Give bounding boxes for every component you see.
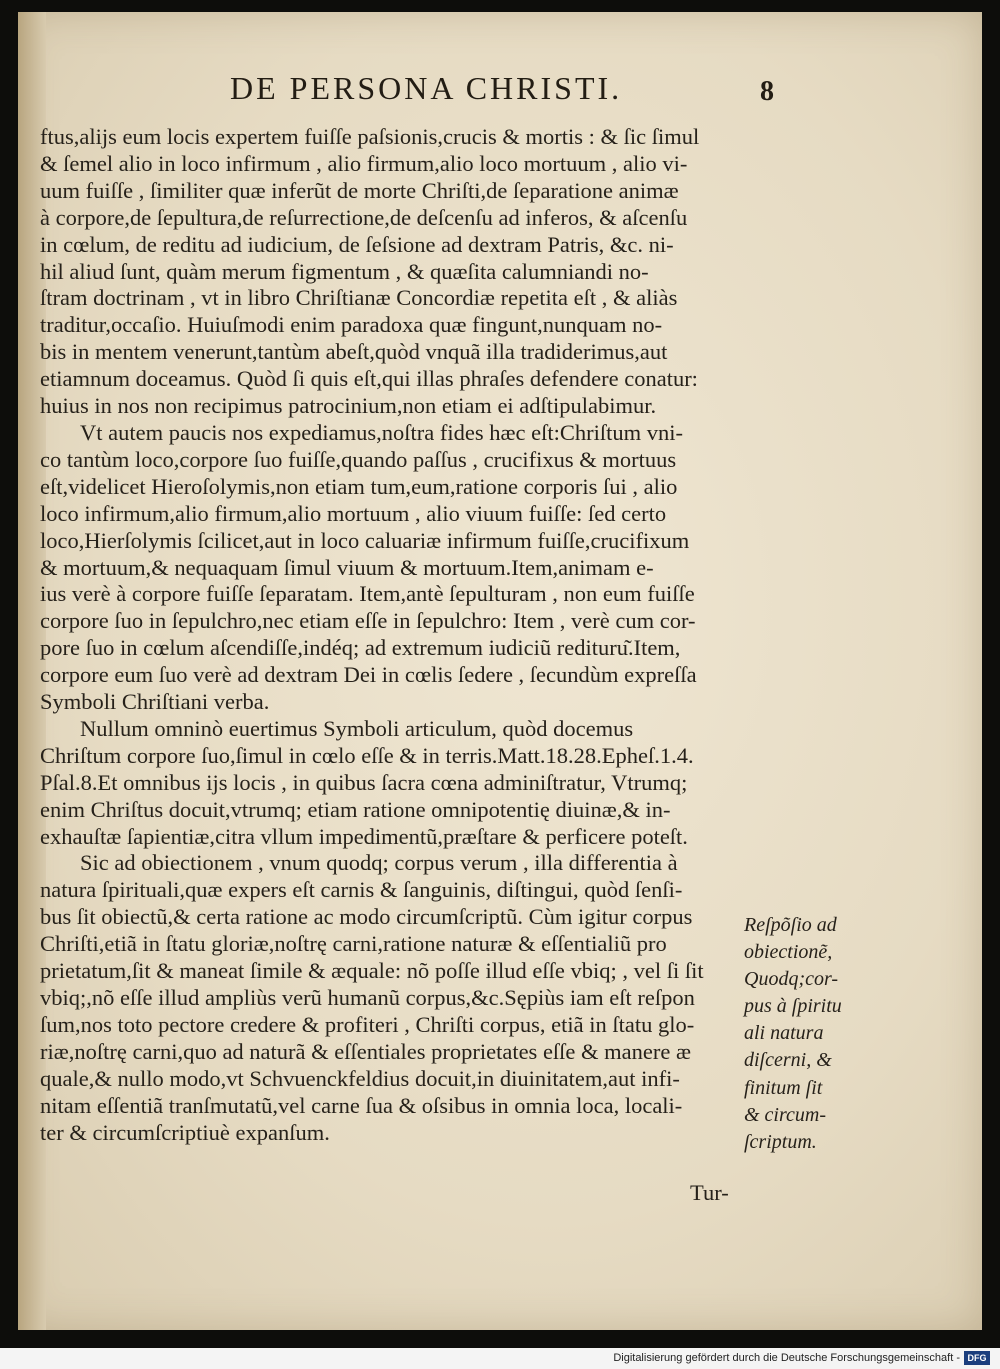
text-line: ius verè à corpore fuiſſe ſeparatam. Item,antè ſepulturam , non eum fuiſſe	[40, 581, 695, 607]
margin-note-line: Quodq;cor-	[744, 968, 839, 991]
text-line: ftus,alijs eum locis expertem fuiſſe paſsionis,crucis & mortis : & ſic ſimul	[40, 124, 700, 149]
text-line: nitam eſſentiã tranſmutatũ,vel carne ſua & oſsibus in omnia loca, locali-	[40, 1092, 683, 1118]
text-line: à corpore,de ſepultura,de reſurrectione,de deſcenſu ad inferos, & aſcenſu	[40, 204, 688, 230]
text-line: natura ſpirituali,quæ expers eſt carnis & ſanguinis, diſtingui, quòd ſenſi-	[40, 877, 683, 903]
text-line: corpore ſuo in ſepulchro,nec etiam eſſe in ſepulchro: Item , verè cum cor-	[40, 608, 696, 634]
running-header: DE PERSONA CHRISTI.	[230, 70, 623, 106]
text-line: traditur,occaſio. Huiuſmodi enim paradoxa quæ fingunt,nunquam no-	[40, 312, 663, 338]
text-line: riæ,noſtrę carni,quo ad naturã & eſſentiales proprietates eſſe & manere æ	[40, 1038, 692, 1064]
text-line: Chriſti,etiã in ſtatu gloriæ,noſtrę carni,ratione naturæ & eſſentialiũ pro	[40, 931, 667, 957]
text-line: & ſemel alio in loco infirmum , alio firmum,alio loco mortuum , alio vi-	[40, 150, 688, 176]
margin-note-line: ſcriptum.	[744, 1130, 817, 1153]
margin-note-line: Reſpõſio ad	[744, 914, 837, 936]
margin-note-line: obiectionẽ,	[744, 941, 833, 964]
body-text	[40, 124, 780, 1146]
text-line: eſt,videlicet Hieroſolymis,non etiam tum,eum,ratione corporis ſui , alio	[40, 473, 678, 499]
text-line: prietatum,ſit & maneat ſimile & æquale: nõ poſſe illud eſſe vbiq; , vel ſi ſit	[40, 958, 704, 984]
text-line: Sic ad obiectionem , vnum quodq; corpus verum , illa differentia à	[80, 850, 678, 876]
text-line: hil aliud ſunt, quàm merum figmentum , & quæſita calumniandi no-	[40, 258, 649, 284]
text-line: corpore eum ſuo verè ad dextram Dei in cœlis ſedere , ſecundùm expreſſa	[40, 662, 697, 688]
margin-note-line: & circum-	[744, 1103, 827, 1126]
funding-credit: Digitalisierung gefördert durch die Deutsche Forschungsgemeinschaft -	[613, 1352, 960, 1364]
dfg-logo: DFG	[964, 1351, 990, 1365]
text-line: uum fuiſſe , ſimiliter quæ inferũt de morte Chriſti,de ſeparatione animæ	[40, 177, 679, 203]
text-line: Symboli Chriſtiani verba.	[40, 689, 270, 715]
text-line: ter & circumſcriptiuè expanſum.	[40, 1119, 330, 1145]
margin-note-line: diſcerni, &	[744, 1049, 832, 1072]
text-line: in cœlum, de reditu ad iudicium, de ſeſsione ad dextram Patris, &c. ni-	[40, 231, 674, 257]
text-line: bus ſit obiectũ,& certa ratione ac modo circumſcriptũ. Cùm igitur corpus	[40, 904, 693, 930]
text-line: enim Chriſtus docuit,vtrumq; etiam ratione omnipotentię diuinæ,& in-	[40, 796, 671, 822]
catchword: Tur-	[690, 1180, 729, 1205]
text-line: & mortuum,& nequaquam ſimul viuum & mortuum.Item,animam e-	[40, 554, 654, 580]
text-line: Nullum omninò euertimus Symboli articulum, quòd docemus	[80, 715, 634, 741]
text-line: ſum,nos toto pectore credere & profiteri , Chriſti corpus, etiã in ſtatu glo-	[40, 1011, 695, 1037]
text-line: ſtram doctrinam , vt in libro Chriſtianæ Concordiæ repetita eſt , & aliàs	[40, 285, 678, 311]
text-line: Vt autem paucis nos expediamus,noſtra fides hæc eſt:Chriſtum vni-	[80, 419, 684, 445]
text-line: Chriſtum corpore ſuo,ſimul in cœlo eſſe & in terris.Matt.18.28.Epheſ.1.4.	[40, 742, 694, 768]
text-line: Pſal.8.Et omnibus ijs locis , in quibus ſacra cœna adminiſtratur, Vtrumq;	[40, 769, 688, 795]
margin-note-line: finitum ſit	[744, 1076, 823, 1099]
text-line: exhauſtæ ſapientiæ,citra vllum impedimentũ,præſtare & perficere poteſt.	[40, 823, 688, 849]
text-line: vbiq;,nõ eſſe illud ampliùs verũ humanũ corpus,&c.Sępiùs iam eſt reſpon	[40, 985, 695, 1010]
margin-note-line: pus à ſpiritu	[744, 995, 842, 1018]
text-line: bis in mentem venerunt,tantùm abeſt,quòd vnquã illa tradiderimus,aut	[40, 339, 668, 365]
folio-number: 8	[760, 76, 774, 107]
text-line: quale,& nullo modo,vt Schvuenckfeldius docuit,in diuinitatem,aut infi-	[40, 1065, 680, 1091]
text-line: loco infirmum,alio firmum,alio mortuum , alio viuum fuiſſe: ſed certo	[40, 500, 667, 526]
text-line: co tantùm loco,corpore ſuo fuiſſe,quando paſſus , crucifixus & mortuus	[40, 446, 677, 472]
text-line: etiamnum doceamus. Quòd ſi quis eſt,qui illas phraſes defendere conatur:	[40, 366, 698, 392]
text-line: pore ſuo in cœlum aſcendiſſe,indéq; ad extremum iudiciũ redituru͂.Item,	[40, 635, 681, 661]
margin-notes	[744, 912, 874, 1156]
margin-note-line: ali natura	[744, 1022, 824, 1045]
text-line: loco,Hierſolymis ſcilicet,aut in loco caluariæ infirmum fuiſſe,crucifixum	[40, 527, 690, 553]
text-line: huius in nos non recipimus patrocinium,non etiam ei adſtipulabimur.	[40, 393, 657, 419]
